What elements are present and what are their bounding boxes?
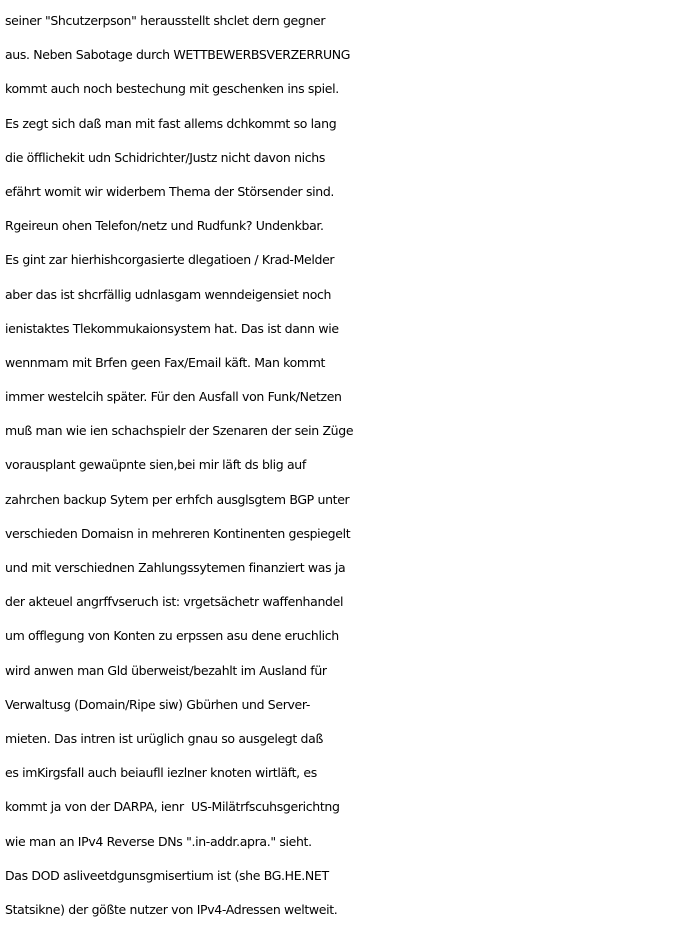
text-line-2: aus. Neben Sabotage durch WETTBEWERBSVERZERRUNG <box>5 47 351 63</box>
text-line-15: zahrchen backup Sytem per erhfch ausglsgtem BGP unter <box>5 491 350 507</box>
text-line-24: kommt ja von der DARPA, ienr US-Milätrfscuhsgerichtng <box>5 799 340 815</box>
text-line-20: wird anwen man Gld überweist/bezahlt im Ausland für <box>5 662 327 678</box>
text-line-22: mieten. Das intren ist urüglich gnau so ausgelegt daß <box>5 730 323 746</box>
text-line-3: kommt auch noch bestechung mit geschenken ins spiel. <box>5 81 339 97</box>
text-line-14: vorausplant gewaüpnte sien,bei mir läft ds blig auf <box>5 457 306 473</box>
text-line-23: es imKirgsfall auch beiaufll iezlner knoten wirtläft, es <box>5 765 317 781</box>
text-line-25: wie man an IPv4 Reverse DNs ".in-addr.apra." sieht. <box>5 833 312 849</box>
text-line-7: Rgeireun ohen Telefon/netz und Rudfunk? Undenkbar. <box>5 218 324 234</box>
text-line-19: um offlegung von Konten zu erpssen asu dene eruchlich <box>5 628 339 644</box>
text-line-9: aber das ist shcrfällig udnlasgam wenndeigensiet noch <box>5 286 332 302</box>
text-line-17: und mit verschiednen Zahlungssytemen finanziert was ja <box>5 560 346 575</box>
text-line-27: Statsikne) der gößte nutzer von IPv4-Adressen weltweit. <box>5 901 338 917</box>
document-body <box>5 4 684 927</box>
text-line-1: seiner "Shcutzerpson" herausstellt shclet dern gegner <box>5 13 326 28</box>
text-line-18: der akteuel angrffvseruch ist: vrgetsächetr waffenhandel <box>5 594 344 610</box>
text-line-21: Verwaltusg (Domain/Ripe siw) Gbürhen und Server- <box>5 696 311 712</box>
text-line-16: verschieden Domaisn in mehreren Kontinenten gespiegelt <box>5 525 351 541</box>
text-line-13: muß man wie ien schachspielr der Szenaren der sein Züge <box>5 423 354 439</box>
text-line-26: Das DOD asliveetdgunsgmisertium ist (she BG.HE.NET <box>5 867 329 883</box>
text-line-10: ienistaktes Tlekommukaionsystem hat. Das ist dann wie <box>5 320 339 336</box>
text-line-4: Es zegt sich daß man mit fast allems dchkommt so lang <box>5 115 337 131</box>
text-line-5: die öfflichekit udn Schidrichter/Justz nicht davon nichs <box>5 149 326 165</box>
text-line-6: efährt womit wir widerbem Thema der Störsender sind. <box>5 183 335 199</box>
text-line-12: immer westelcih später. Für den Ausfall von Funk/Netzen <box>5 389 342 405</box>
text-line-11: wennmam mit Brfen geen Fax/Email käft. Man kommt <box>5 354 326 370</box>
text-line-8: Es gint zar hierhishcorgasierte dlegatioen / Krad-Melder <box>5 252 335 268</box>
